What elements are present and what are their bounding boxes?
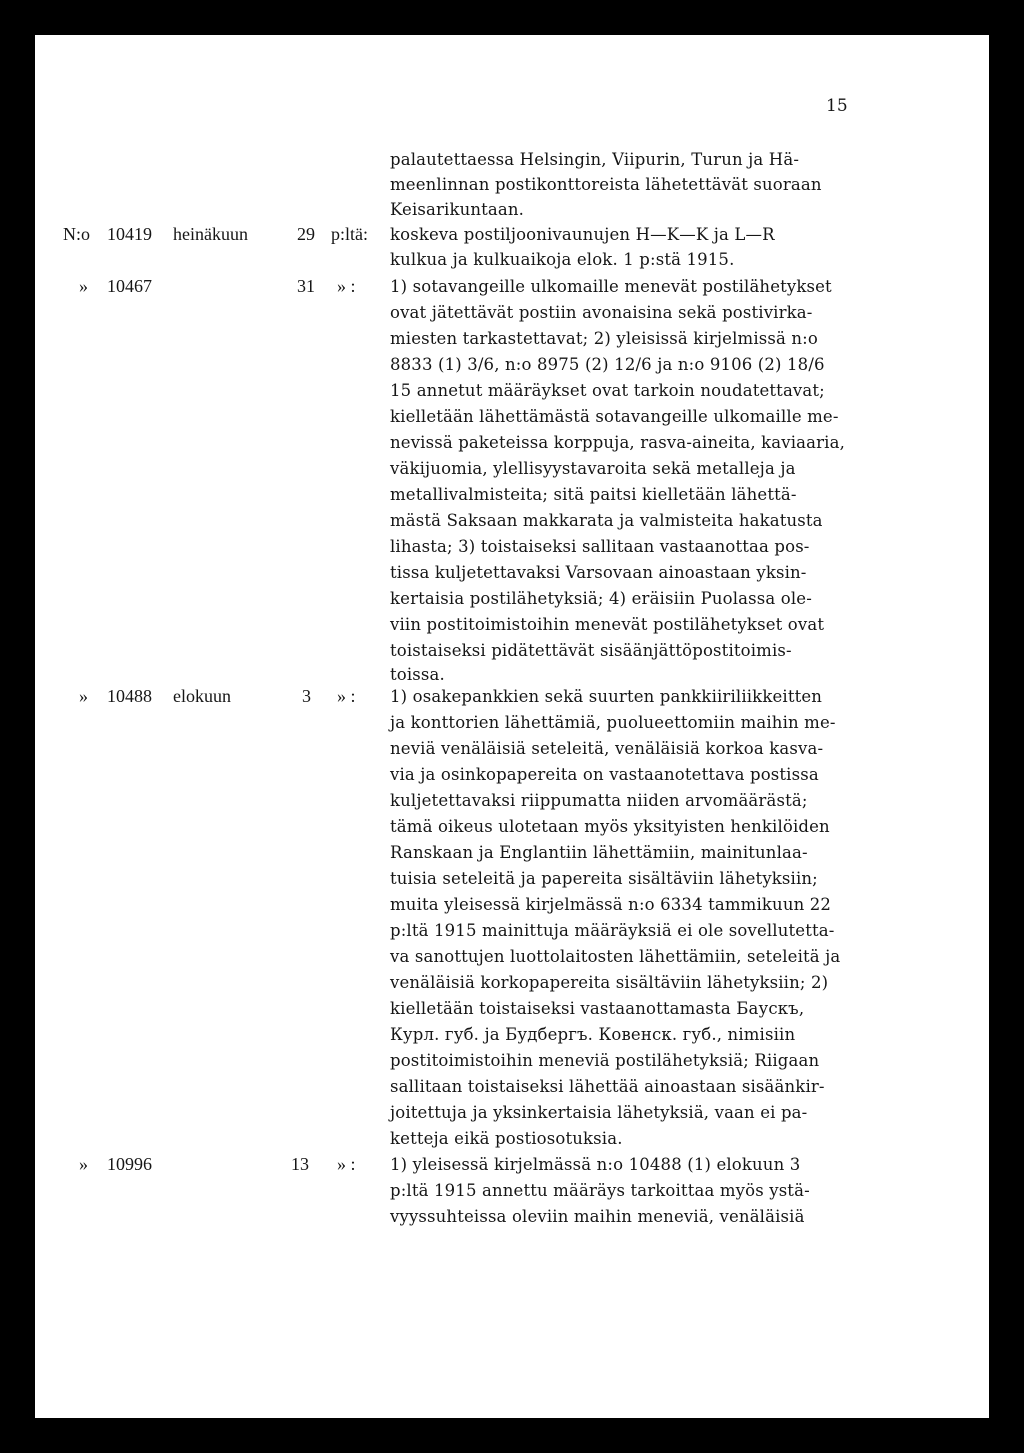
entry-text-line: postitoimistoihin meneviä postilähetyksiä; Riigaan	[390, 1051, 820, 1070]
entry-text-line: toissa.	[390, 665, 445, 684]
entry-text-line: kuljetettavaksi riippumatta niiden arvomäärästä;	[390, 791, 808, 810]
intro-line: palautettaessa Helsingin, Viipurin, Turun ja Hä-	[390, 150, 800, 169]
entry-text-line: joitettuja ja yksinkertaisia lähetyksiä, vaan ei pa-	[390, 1103, 808, 1122]
entry-text-line: viin postitoimistoihin menevät postilähetykset ovat	[390, 615, 825, 634]
entry-text-line: ketteja eikä postiosotuksia.	[390, 1129, 623, 1148]
entry-text-line: nevissä paketeissa korppuja, rasva-aineita, kaviaaria,	[390, 433, 845, 452]
entry-month: heinäkuun	[173, 224, 248, 244]
entry-text-line: kielletään toistaiseksi vastaanottamasta Баускъ,	[390, 999, 805, 1018]
entry-text-line: mästä Saksaan makkarata ja valmisteita hakatusta	[390, 511, 823, 530]
entry-text-line: lihasta; 3) toistaiseksi sallitaan vastaanottaa pos-	[390, 537, 810, 556]
entry-day: 3	[302, 686, 311, 706]
entry-suffix: » :	[337, 686, 356, 706]
entry-month: elokuun	[173, 686, 231, 706]
entry-day: 31	[297, 276, 315, 296]
entry-suffix: » :	[337, 276, 356, 296]
entry-number: 10996	[107, 1154, 152, 1174]
entry-text-line: venäläisiä korkopapereita sisältäviin lähetyksiin; 2)	[390, 973, 829, 992]
entry-text-line: Курл. губ. ja Будбергъ. Ковенск. губ., nimisiin	[390, 1025, 796, 1044]
entry-text-line: 1) yleisessä kirjelmässä n:o 10488 (1) elokuun 3	[390, 1155, 801, 1174]
entry-text-line: 15 annetut määräykset ovat tarkoin noudatettavat;	[390, 381, 825, 400]
entry-text-line: kulkua ja kulkuaikoja elok. 1 p:stä 1915.	[390, 250, 735, 269]
entry-text-line: neviä venäläisiä seteleitä, venäläisiä korkoa kasva-	[390, 739, 824, 758]
entry-day: 29	[297, 224, 315, 244]
entry-number: 10467	[107, 276, 152, 296]
entry-text-line: via ja osinkopapereita on vastaanotettava postissa	[390, 765, 819, 784]
entry-text-line: 1) sotavangeille ulkomaille menevät postilähetykset	[390, 277, 832, 296]
entry-text-line: va sanottujen luottolaitosten lähettämiin, seteleitä ja	[390, 947, 841, 966]
entry-text-line: toistaiseksi pidätettävät sisäänjättöpostitoimis-	[390, 641, 792, 660]
entry-text-line: ja konttorien lähettämiä, puolueettomiin maihin me-	[390, 713, 836, 732]
entry-day: 13	[291, 1154, 309, 1174]
entry-text-line: 1) osakepankkien sekä suurten pankkiiriliikkeitten	[390, 687, 823, 706]
entry-text-line: ovat jätettävät postiin avonaisina sekä postivirka-	[390, 303, 813, 322]
entry-suffix: p:ltä:	[331, 224, 368, 244]
intro-line: Keisarikuntaan.	[390, 200, 525, 219]
entry-text-line: p:ltä 1915 mainittuja määräyksiä ei ole sovellutetta-	[390, 921, 835, 940]
entry-text-line: sallitaan toistaiseksi lähettää ainoastaan sisäänkir-	[390, 1077, 825, 1096]
page-number: 15	[826, 96, 848, 116]
entry-text-line: metallivalmisteita; sitä paitsi kielletään lähettä-	[390, 485, 797, 504]
entry-text-line: kertaisia postilähetyksiä; 4) eräisiin Puolassa ole-	[390, 589, 812, 608]
entry-prefix: N:o	[63, 224, 90, 244]
intro-line: meenlinnan postikonttoreista lähetettävät suoraan	[390, 175, 822, 194]
document-page	[35, 35, 989, 1418]
entry-number: 10488	[107, 686, 152, 706]
entry-text-line: tuisia seteleitä ja papereita sisältäviin lähetyksiin;	[390, 869, 818, 888]
entry-text-line: tämä oikeus ulotetaan myös yksityisten henkilöiden	[390, 817, 830, 836]
entry-prefix: »	[79, 1154, 88, 1174]
entry-text-line: tissa kuljetettavaksi Varsovaan ainoastaan yksin-	[390, 563, 807, 582]
entry-text-line: miesten tarkastettavat; 2) yleisissä kirjelmissä n:o	[390, 329, 818, 348]
entry-text-line: p:ltä 1915 annettu määräys tarkoittaa myös ystä-	[390, 1181, 810, 1200]
entry-text-line: koskeva postiljoonivaunujen H—K—K ja L—R	[390, 225, 775, 244]
entry-text-line: kielletään lähettämästä sotavangeille ulkomaille me-	[390, 407, 839, 426]
entry-number: 10419	[107, 224, 152, 244]
entry-prefix: »	[79, 686, 88, 706]
entry-text-line: Ranskaan ja Englantiin lähettämiin, mainitunlaa-	[390, 843, 808, 862]
entry-text-line: 8833 (1) 3/6, n:o 8975 (2) 12/6 ja n:o 9106 (2) 18/6	[390, 355, 825, 374]
entry-text-line: vyyssuhteissa oleviin maihin meneviä, venäläisiä	[390, 1207, 805, 1226]
entry-suffix: » :	[337, 1154, 356, 1174]
entry-text-line: muita yleisessä kirjelmässä n:o 6334 tammikuun 22	[390, 895, 832, 914]
entry-text-line: väkijuomia, ylellisyystavaroita sekä metalleja ja	[390, 459, 796, 478]
entry-prefix: »	[79, 276, 88, 296]
